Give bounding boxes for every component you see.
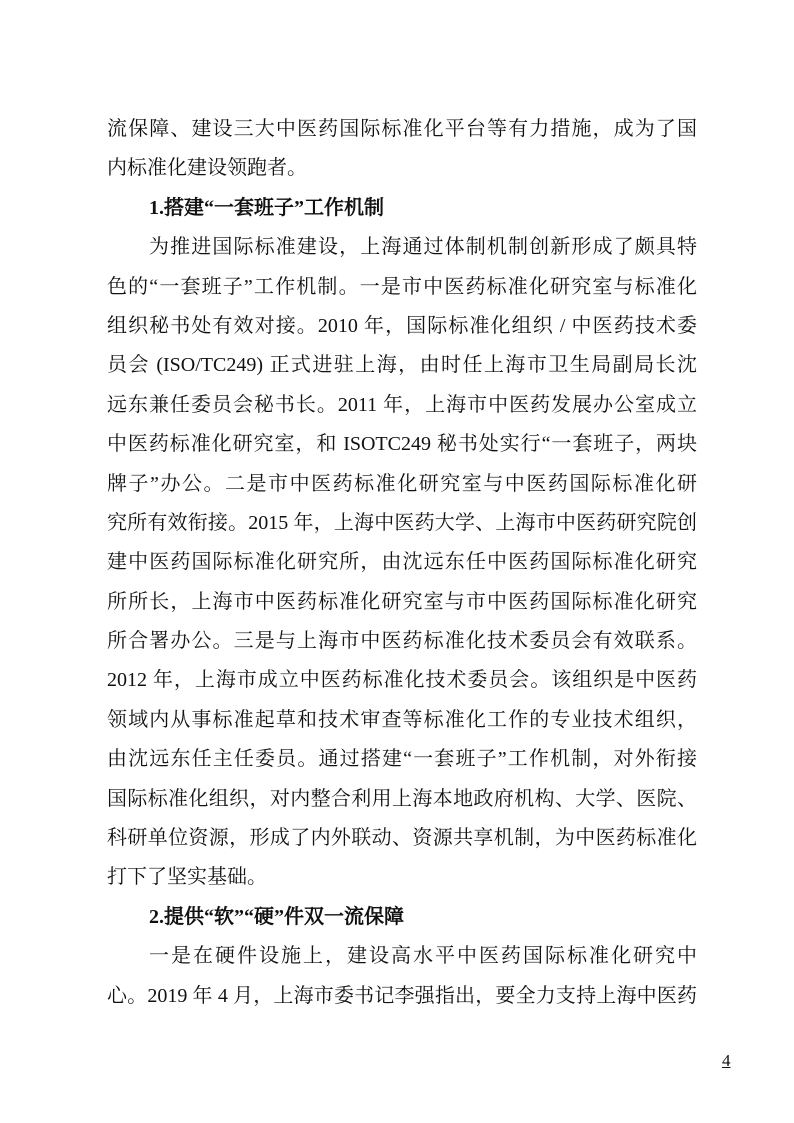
- text-line: 所合署办公。三是与上海市中医药标准化技术委员会有效联系。: [107, 630, 697, 653]
- section-heading-2: 2.提供“软”“硬”件双一流保障: [149, 905, 404, 928]
- page-body: [107, 110, 697, 1016]
- text-line: 由沈远东任主任委员。通过搭建“一套班子”工作机制，对外衔接: [107, 748, 697, 771]
- text-line: 科研单位资源，形成了内外联动、资源共享机制，为中医药标准化: [107, 827, 697, 850]
- text-line: 国际标准化组织，对内整合利用上海本地政府机构、大学、医院、: [107, 787, 697, 810]
- section-heading-1: 1.搭建“一套班子”工作机制: [149, 196, 384, 219]
- text-line: 远东兼任委员会秘书长。2011 年，上海市中医药发展办公室成立: [107, 393, 697, 416]
- text-line: 心。2019 年 4 月，上海市委书记李强指出，要全力支持上海中医药: [107, 984, 697, 1007]
- text-line: 打下了坚实基础。: [107, 866, 267, 889]
- text-line: 员会 (ISO/TC249) 正式进驻上海，由时任上海市卫生局副局长沈: [107, 354, 697, 377]
- text-line: 究所有效衔接。2015 年，上海中医药大学、上海市中医药研究院创: [107, 511, 697, 534]
- page-number: 4: [722, 1051, 731, 1070]
- text-line: 2012 年，上海市成立中医药标准化技术委员会。该组织是中医药: [107, 669, 697, 692]
- text-line: 中医药标准化研究室，和 ISOTC249 秘书处实行“一套班子，两块: [107, 433, 697, 456]
- text-line: 为推进国际标准建设，上海通过体制机制创新形成了颇具特: [149, 236, 697, 259]
- text-line: 内标准化建设领跑者。: [107, 157, 307, 180]
- text-line: 所所长，上海市中医药标准化研究室与市中医药国际标准化研究: [107, 590, 697, 613]
- text-line: 色的“一套班子”工作机制。一是市中医药标准化研究室与标准化: [107, 275, 697, 298]
- text-line: 组织秘书处有效对接。2010 年，国际标准化组织 / 中医药技术委: [107, 314, 697, 337]
- text-line: 领域内从事标准起草和技术审查等标准化工作的专业技术组织，: [107, 708, 697, 731]
- text-line: 一是在硬件设施上，建设高水平中医药国际标准化研究中: [149, 945, 697, 968]
- text-line: 流保障、建设三大中医药国际标准化平台等有力措施，成为了国: [107, 118, 697, 140]
- text-line: 牌子”办公。二是市中医药标准化研究室与中医药国际标准化研: [107, 472, 697, 495]
- text-line: 建中医药国际标准化研究所，由沈远东任中医药国际标准化研究: [107, 551, 697, 574]
